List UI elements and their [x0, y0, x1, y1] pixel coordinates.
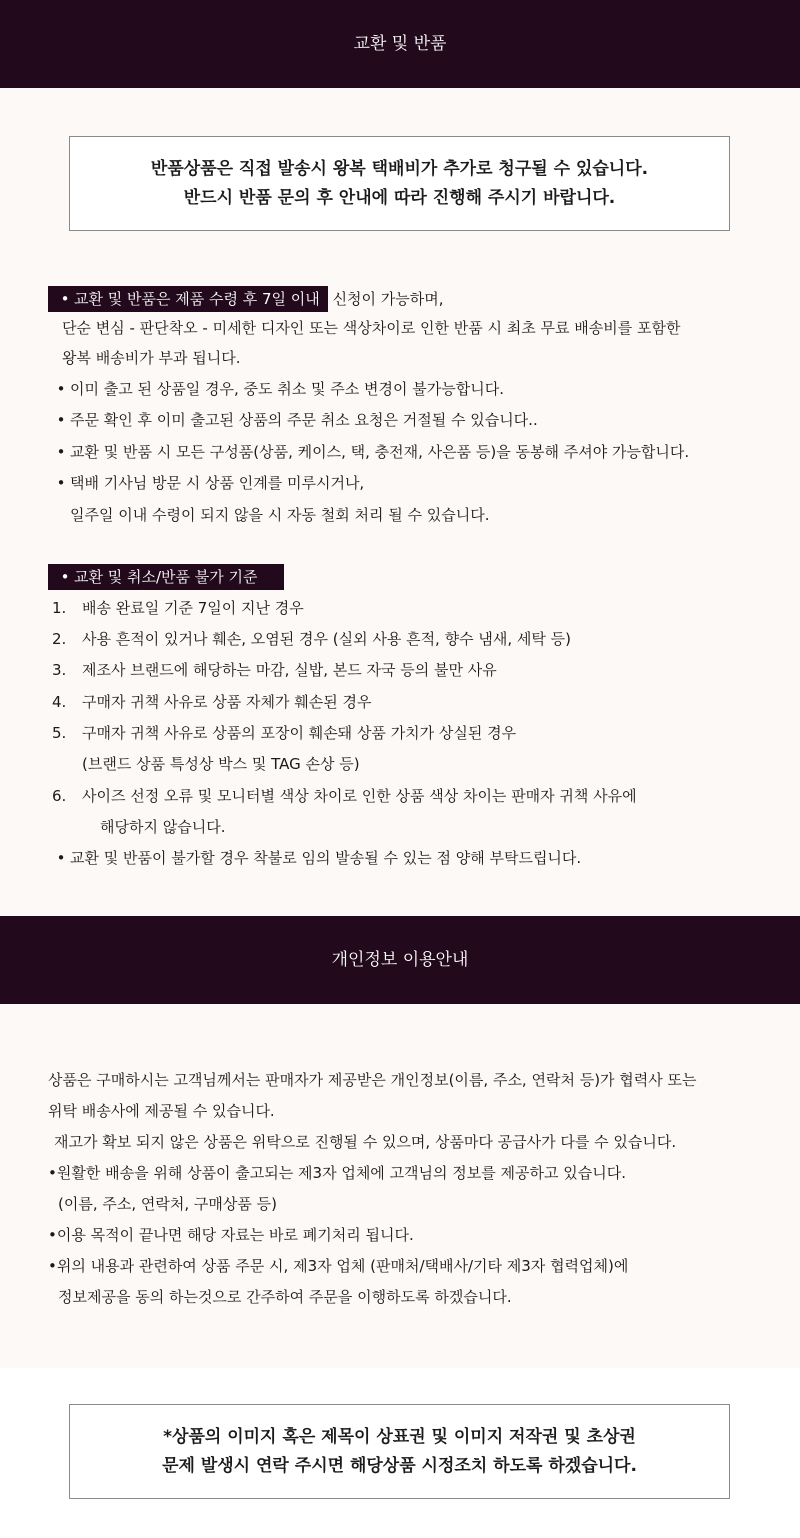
criteria-item: 6. 사이즈 선정 오류 및 모니터별 색상 차이로 인한 상품 색상 차이는 판매자 귀책 사유에: [52, 787, 637, 805]
criteria-line: 해당하지 않습니다.: [100, 818, 226, 836]
policy-line: 일주일 이내 수령이 되지 않을 시 자동 철회 처리 될 수 있습니다.: [70, 506, 490, 524]
policy-item: [48, 289, 444, 309]
privacy-line: •이용 목적이 끝나면 해당 자료는 바로 폐기처리 됩니다.: [48, 1226, 414, 1244]
exchange-section: [0, 88, 800, 916]
copyright-notice: [69, 1404, 730, 1499]
privacy-line: 위탁 배송사에 제공될 수 있습니다.: [48, 1102, 275, 1120]
privacy-line: 정보제공을 동의 하는것으로 간주하여 주문을 이행하도록 하겠습니다.: [58, 1288, 512, 1306]
criteria-footer: • 교환 및 반품이 불가할 경우 착불로 임의 발송될 수 있는 점 양해 부탁드립니다.: [56, 849, 582, 867]
return-shipping-notice: [69, 136, 730, 231]
exchange-header: [0, 0, 800, 88]
privacy-line: (이름, 주소, 연락처, 구매상품 등): [58, 1195, 277, 1213]
policy-item: • 이미 출고 된 상품일 경우, 중도 취소 및 주소 변경이 불가능합니다.: [56, 380, 504, 398]
copyright-line: 문제 발생시 연락 주시면 해당상품 시정조치 하도록 하겠습니다.: [162, 1456, 637, 1476]
copyright-section: [0, 1368, 800, 1538]
criteria-item: 1. 배송 완료일 기준 7일이 지난 경우: [52, 599, 304, 617]
criteria-line: (브랜드 상품 특성상 박스 및 TAG 손상 등): [82, 755, 360, 773]
criteria-title: • 교환 및 취소/반품 불가 기준: [48, 567, 284, 587]
criteria-item: 4. 구매자 귀책 사유로 상품 자체가 훼손된 경우: [52, 693, 372, 711]
policy-item: • 택배 기사님 방문 시 상품 인계를 미루시거나,: [56, 474, 365, 492]
notice-line: 반드시 반품 문의 후 안내에 따라 진행해 주시기 바랍니다.: [183, 188, 616, 208]
privacy-section: [0, 1004, 800, 1368]
criteria-item: 5. 구매자 귀책 사유로 상품의 포장이 훼손돼 상품 가치가 상실된 경우: [52, 724, 517, 742]
policy-line: 단순 변심 - 판단착오 - 미세한 디자인 또는 색상차이로 인한 반품 시 최초 무료 배송비를 포함한: [62, 319, 681, 337]
policy-item: • 교환 및 반품 시 모든 구성품(상품, 케이스, 택, 충전재, 사은품 등)을 동봉해 주셔야 가능합니다.: [56, 443, 690, 461]
privacy-line: •위의 내용과 관련하여 상품 주문 시, 제3자 업체 (판매처/택배사/기타 제3자 협력업체)에: [48, 1257, 629, 1275]
policy-item: • 주문 확인 후 이미 출고된 상품의 주문 취소 요청은 거절될 수 있습니다..: [56, 411, 538, 429]
notice-line: 반품상품은 직접 발송시 왕복 택배비가 추가로 청구될 수 있습니다.: [150, 159, 649, 179]
privacy-line: 상품은 구매하시는 고객님께서는 판매자가 제공받은 개인정보(이름, 주소, 연락처 등)가 협력사 또는: [48, 1071, 697, 1089]
exchange-header-title: 교환 및 반품: [353, 34, 447, 54]
policy-highlight: • 교환 및 반품은 제품 수령 후 7일 이내: [48, 286, 328, 312]
criteria-item: 3. 제조사 브랜드에 해당하는 마감, 실밥, 본드 자국 등의 불만 사유: [52, 661, 497, 679]
criteria-item: 2. 사용 흔적이 있거나 훼손, 오염된 경우 (실외 사용 흔적, 향수 냄새, 세탁 등): [52, 630, 571, 648]
privacy-header: [0, 916, 800, 1004]
copyright-line: *상품의 이미지 혹은 제목이 상표권 및 이미지 저작권 및 초상권: [163, 1427, 636, 1447]
privacy-header-title: 개인정보 이용안내: [331, 950, 469, 970]
privacy-line: •원활한 배송을 위해 상품이 출고되는 제3자 업체에 고객님의 정보를 제공하고 있습니다.: [48, 1164, 626, 1182]
policy-highlight-rest: 신청이 가능하며,: [327, 290, 444, 308]
privacy-line: 재고가 확보 되지 않은 상품은 위탁으로 진행될 수 있으며, 상품마다 공급사가 다를 수 있습니다.: [54, 1133, 677, 1151]
policy-line: 왕복 배송비가 부과 됩니다.: [62, 349, 241, 367]
